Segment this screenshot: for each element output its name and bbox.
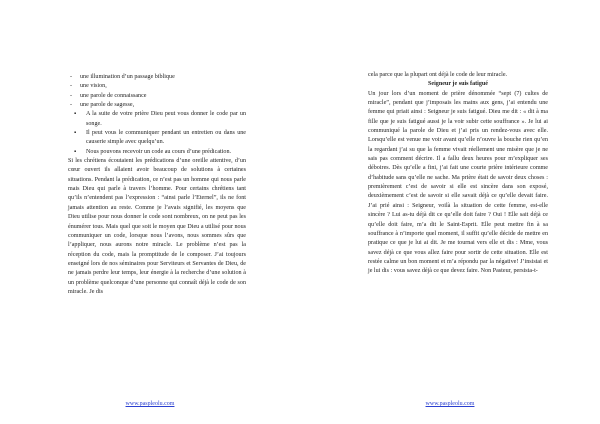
- dash-item: - une vision,: [68, 82, 246, 91]
- body-paragraph: Un jour lors d’un moment de prière dénommée “sept (7) cultes de miracle”, pendant que j’imposais les mains aux gens, j’ai entendu une femme qui priait ainsi : Seigneur je suis fatigué. Dieu me dit : « dit à ma fille que je suis fatigué aussi je la voir subir cette souffrance ». Je lui ai communiqué la parole de Dieu et j’ai pris un rendez-vous avec elle. Lorsqu’elle est venue me voir avant qu’elle n’ouvre la bouche rien qu’en la regardant j’ai su que la femme vivait réellement une misère que je ne sais pas comment décrire. Il a fallu deux heures pour m’expliquer ses déboires. Dès qu’elle a fini, j’ai fait une courte prière intérieure comme d’habitude sans qu’elle ne sache. Ma prière était de savoir deux choses : premièrement c’est de savoir si elle est sincère dans son exposé, deuxièmement c’est de savoir si elle savait déjà ce qu’elle devait faire. J’ai prié ainsi : Seigneur, voilà la situation de cette femme, est-elle sincère ? Lui as-tu déjà dit ce qu’elle doit faire ? Oui ! Elle sait déjà ce qu’elle doit faire, m’a dit le Saint-Esprit. Elle peut mettre fin à sa souffrance à n’importe quel moment, il suffit qu’elle décide de mettre en pratique ce que je lui ai dit. Je me tournai vers elle et dis : Mme, vous savez déjà ce que vous allez faire pour sortir de cette situation. Elle est restée calme un bon moment et m’a répondu par la négative! J’insistai et je lui dis : vous savez déjà ce que devez faire. Non Pasteur, persista-t-: [368, 90, 548, 275]
- intro-paragraph: cela parce que la plupart ont déjà le code de leur miracle.: [368, 72, 508, 78]
- right-page: [300, 0, 600, 424]
- body-paragraph: Si les chrétiens écoutaient les prédications d’une oreille attentive, d’un cœur ouvert ils allaient avoir beaucoup de solutions à certaines situations. Pendant la prédication, ce n’est pas un homme qui nous parle mais Dieu qui parle à travers l’homme. Pour certains chrétiens tant qu’ils n’entendent pas l’expression : “ainsi parle l’Eternel”, ils ne font jamais attention au reste. Comme je l’avais signifié, les moyens que Dieu utilise pour nous donner le code sont nombreux, on ne peut pas les énumérer tous. Mais quel que soit le moyen que Dieu a utilisé pour nous communiquer un code, lorsque nous l’avons, nous sommes sûrs que l’appliquer, nous aurons notre miracle. Le problème n’est pas la réception du code, mais la promptitude de le composer. J’ai toujours enseigné lors de nos séminaires pour Serviteurs et Servantes de Dieu, de ne jamais perdre leur temps, leur énergie à la recherche d’une solution à un problème quelconque d’une personne qui connaît déjà le code de son miracle. Je dis: [68, 158, 246, 295]
- footer-link[interactable]: www.paspleolu.com: [425, 401, 475, 407]
- footer-link[interactable]: www.paspleolu.com: [125, 401, 175, 407]
- bullet-item: ▪ Nous pouvons recevoir un code au cours d’une prédication.: [68, 148, 246, 157]
- bullet-list: [68, 110, 246, 157]
- dash-item: - une parole de connaissance: [68, 92, 246, 101]
- right-column: [368, 71, 548, 277]
- dash-item: - une parole de sagesse,: [68, 101, 246, 110]
- dash-list: [68, 73, 246, 110]
- dash-item: - une illumination d’un passage biblique: [68, 73, 246, 82]
- left-column: [68, 73, 246, 297]
- bullet-item: ▪ Il peut vous le communiquer pendant un entretien ou dans une causerie simple avec quelqu’un.: [68, 129, 246, 148]
- section-heading: Seigneur je suis fatigué: [428, 81, 488, 88]
- bullet-item: ▪ A la suite de votre prière Dieu peut vous donner le code par un songe.: [68, 110, 246, 129]
